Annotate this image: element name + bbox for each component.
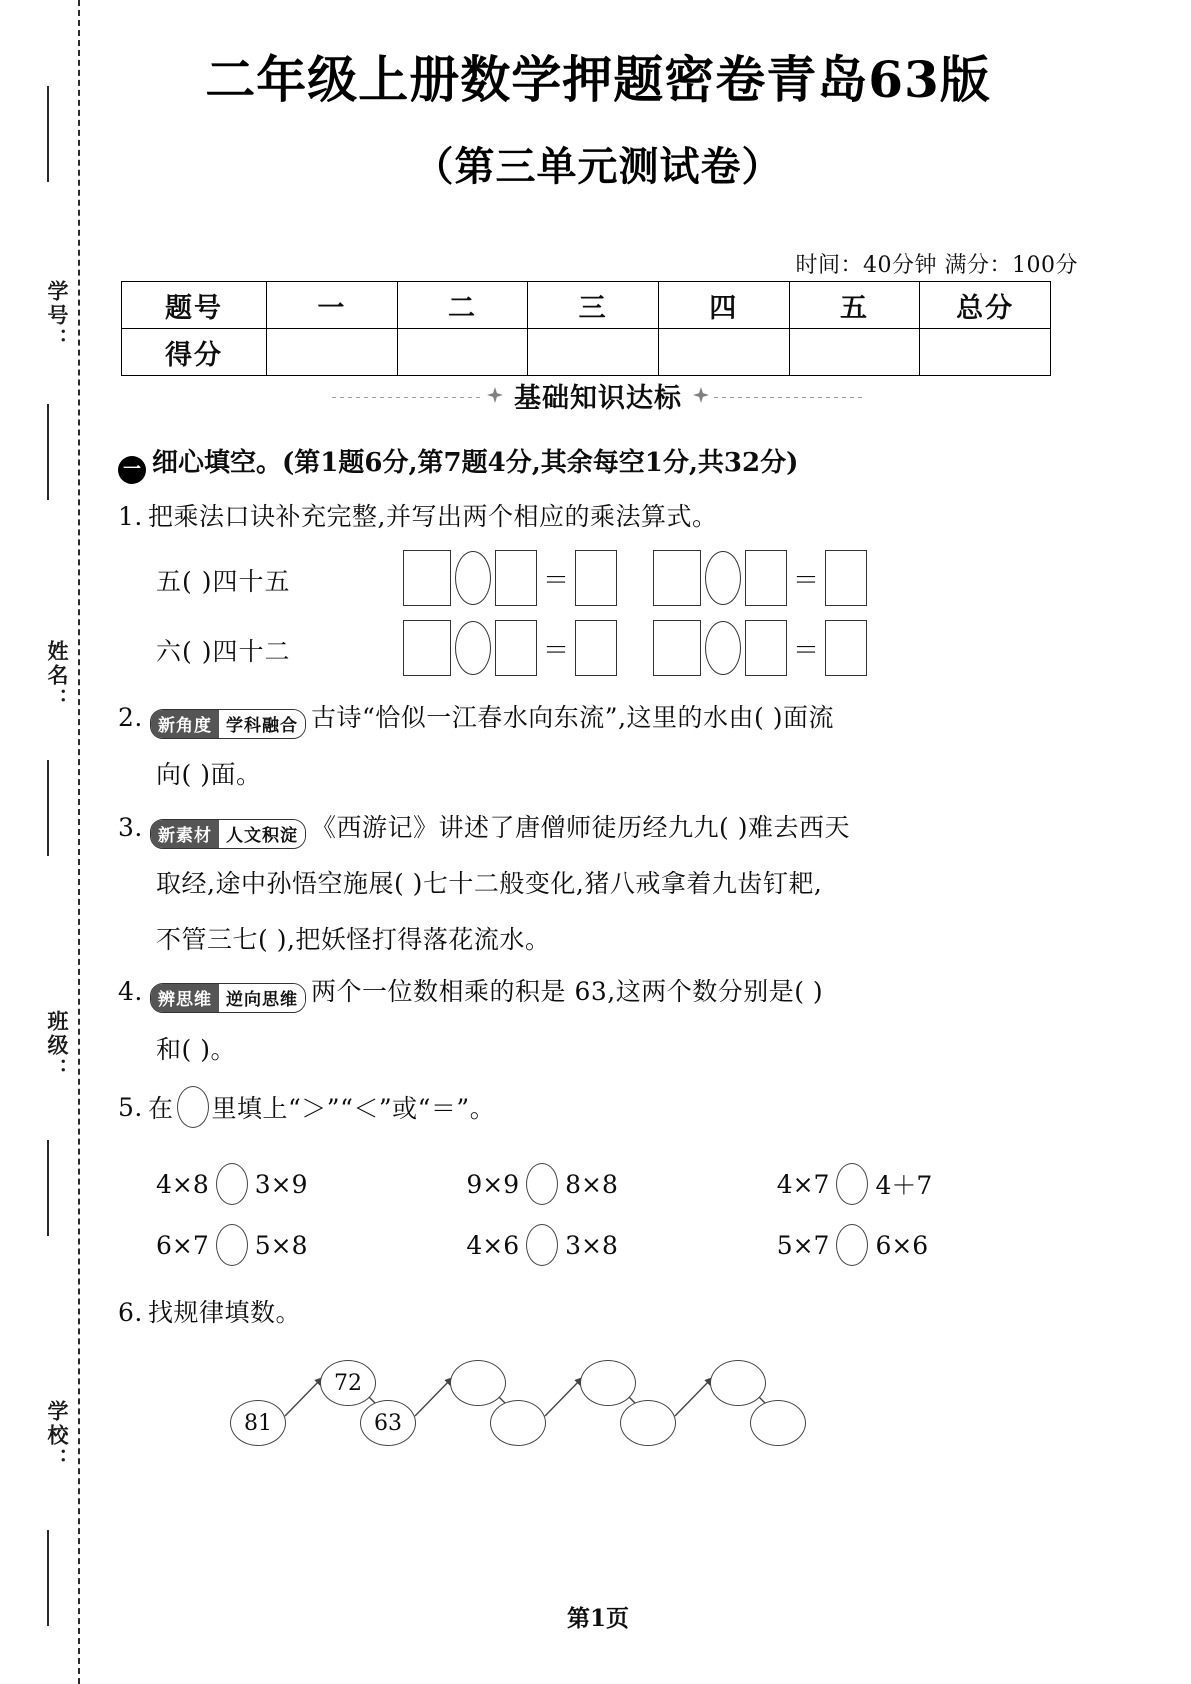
operator-circle[interactable] [705, 551, 741, 605]
margin-label-name: 姓名： [45, 640, 70, 712]
compare-circle[interactable] [216, 1163, 248, 1205]
compare-right: 6×6 [875, 1230, 929, 1260]
score-table-header-4: 四 [658, 282, 789, 329]
score-cell-total[interactable] [920, 329, 1051, 376]
equals-sign: ＝ [543, 565, 570, 596]
q5-compare-row-1 [118, 1163, 1048, 1205]
score-cell-2[interactable] [397, 329, 528, 376]
question-2-body-1: 古诗“恰似一江春水向东流”,这里的水由( )面流 [311, 703, 834, 732]
compare-right: 4＋7 [875, 1171, 933, 1200]
compare-item [436, 1224, 746, 1266]
q1-row-1-label: 五( )四十五 [156, 567, 291, 596]
chain-node-bottom-1[interactable]: 81 [230, 1400, 286, 1446]
margin-label-column [26, 0, 72, 1684]
compare-left: 5×7 [776, 1230, 830, 1260]
q1-row-2-boxes [401, 620, 869, 676]
score-cell-5[interactable] [789, 329, 920, 376]
answer-box[interactable] [653, 620, 701, 676]
margin-label-school: 学校： [45, 1400, 70, 1472]
question-1-body: 把乘法口诀补充完整,并写出两个相应的乘法算式。 [148, 502, 718, 531]
question-6-body: 找规律填数。 [148, 1298, 302, 1327]
section-marker: 一 [118, 456, 146, 484]
question-3-tags [150, 819, 306, 849]
chain-node-top-2[interactable] [450, 1360, 506, 1406]
margin-tick [47, 1140, 49, 1236]
answer-box[interactable] [495, 620, 537, 676]
section-one-heading [118, 442, 798, 484]
section-banner [118, 378, 1078, 412]
question-2-line-2: 向( )面。 [156, 760, 262, 789]
compare-item [747, 1224, 1048, 1266]
tag-humanities: 人文积淀 [219, 820, 305, 848]
score-table-row-label: 得分 [122, 329, 267, 376]
equals-sign: ＝ [793, 635, 820, 666]
score-cell-1[interactable] [267, 329, 398, 376]
compare-left: 4×6 [466, 1230, 520, 1260]
question-2-tags [150, 709, 306, 739]
sparkle-icon [487, 387, 503, 403]
question-4-body-1: 两个一位数相乘的积是 63,这两个数分别是( ) [311, 977, 824, 1006]
question-3-line-1 [118, 808, 850, 849]
question-5-number: 5. [118, 1092, 143, 1122]
compare-circle[interactable] [836, 1224, 868, 1266]
score-cell-3[interactable] [528, 329, 659, 376]
compare-left: 6×7 [156, 1230, 209, 1260]
score-table-header-2: 二 [397, 282, 528, 329]
answer-box[interactable] [825, 550, 867, 606]
section-one-heading-text: 细心填空。(第1题6分,第7题4分,其余每空1分,共32分) [152, 448, 799, 478]
tag-discriminate-thinking: 辨思维 [151, 984, 219, 1012]
question-4-tags [150, 983, 306, 1013]
chain-node-top-4[interactable] [710, 1360, 766, 1406]
table-row [122, 329, 1051, 376]
compare-item [118, 1224, 436, 1266]
compare-circle[interactable] [526, 1163, 558, 1205]
compare-left: 4×8 [156, 1169, 209, 1199]
score-table-header-5: 五 [789, 282, 920, 329]
question-5-after: 里填上“＞”“＜”或“＝”。 [211, 1094, 496, 1123]
compare-item [436, 1163, 746, 1205]
margin-tick [47, 1530, 49, 1626]
q6-number-chain [230, 1338, 850, 1468]
question-3-line-3: 不管三七( ),把妖怪打得落花流水。 [156, 925, 551, 954]
margin-tick [47, 86, 49, 182]
operator-circle[interactable] [705, 621, 741, 675]
answer-box[interactable] [403, 550, 451, 606]
compare-left: 4×7 [776, 1169, 830, 1199]
page-footer: 第1页 [566, 1605, 629, 1632]
answer-box[interactable] [575, 550, 617, 606]
inline-circle [177, 1086, 209, 1128]
operator-circle[interactable] [455, 551, 491, 605]
chain-node-bottom-4[interactable] [620, 1400, 676, 1446]
equals-sign: ＝ [793, 565, 820, 596]
question-1-number: 1. [118, 502, 143, 531]
question-3-number: 3. [118, 813, 143, 842]
chain-node-top-3[interactable] [580, 1360, 636, 1406]
answer-box[interactable] [653, 550, 701, 606]
table-row [122, 282, 1051, 329]
margin-tick [47, 760, 49, 856]
page-subtitle: （第三单元测试卷） [413, 143, 783, 190]
compare-item [118, 1163, 436, 1205]
answer-box[interactable] [575, 620, 617, 676]
score-table-header-total: 总分 [920, 282, 1051, 329]
answer-box[interactable] [745, 550, 787, 606]
compare-item [747, 1163, 1048, 1205]
score-cell-4[interactable] [658, 329, 789, 376]
question-1-text [118, 497, 717, 533]
exam-meta: 时间：40分钟 满分：100分 [795, 253, 1078, 278]
compare-right: 3×9 [254, 1169, 308, 1199]
chain-node-bottom-2[interactable]: 63 [360, 1400, 416, 1446]
score-table-header-3: 三 [528, 282, 659, 329]
margin-label-class: 班级： [45, 1010, 70, 1082]
question-3-line-2: 取经,途中孙悟空施展( )七十二般变化,猪八戒拿着九齿钉耙, [156, 869, 823, 898]
question-6-text [118, 1293, 301, 1329]
score-table [121, 281, 1051, 376]
binding-dashed-line [78, 0, 80, 1684]
compare-circle[interactable] [216, 1224, 248, 1266]
compare-right: 5×8 [254, 1230, 308, 1260]
compare-right: 8×8 [565, 1169, 618, 1199]
question-2-number: 2. [118, 703, 143, 732]
score-table-row-label: 题号 [122, 282, 267, 329]
question-4-line-2: 和( )。 [156, 1035, 236, 1064]
question-5-text [118, 1086, 495, 1128]
answer-box[interactable] [745, 620, 787, 676]
margin-tick [47, 404, 49, 500]
equals-sign: ＝ [543, 635, 570, 666]
question-2-line-1 [118, 698, 834, 739]
tag-new-material: 新素材 [151, 820, 219, 848]
chain-node-bottom-5[interactable] [750, 1400, 806, 1446]
chain-node-top-1[interactable]: 72 [320, 1360, 376, 1406]
tag-interdisciplinary: 学科融合 [219, 710, 305, 738]
question-4-line-1 [118, 972, 823, 1013]
compare-left: 9×9 [466, 1169, 520, 1199]
question-3-body-1: 《西游记》讲述了唐僧师徒历经九九( )难去西天 [311, 813, 850, 842]
q1-row-1-boxes [401, 550, 869, 606]
banner-title: 基础知识达标 [514, 382, 682, 414]
question-4-number: 4. [118, 977, 143, 1006]
q1-row-2-label: 六( )四十二 [156, 637, 291, 666]
page-title: 二年级上册数学押题密卷青岛63版 [205, 50, 991, 109]
answer-box[interactable] [403, 620, 451, 676]
question-6-number: 6. [118, 1298, 143, 1327]
chain-node-bottom-3[interactable] [490, 1400, 546, 1446]
chain-connectors [230, 1338, 850, 1468]
banner-line-right [714, 397, 864, 398]
compare-right: 3×8 [565, 1230, 618, 1260]
tag-new-angle: 新角度 [151, 710, 219, 738]
answer-box[interactable] [825, 620, 867, 676]
compare-circle[interactable] [836, 1163, 868, 1205]
score-table-header-1: 一 [267, 282, 398, 329]
margin-label-student-id: 学号： [45, 280, 70, 352]
operator-circle[interactable] [455, 621, 491, 675]
tag-reverse-thinking: 逆向思维 [219, 984, 305, 1012]
compare-circle[interactable] [526, 1224, 558, 1266]
banner-line-left [332, 397, 482, 398]
question-5-before: 在 [148, 1094, 174, 1123]
q5-compare-row-2 [118, 1224, 1048, 1266]
sparkle-icon [693, 387, 709, 403]
answer-box[interactable] [495, 550, 537, 606]
